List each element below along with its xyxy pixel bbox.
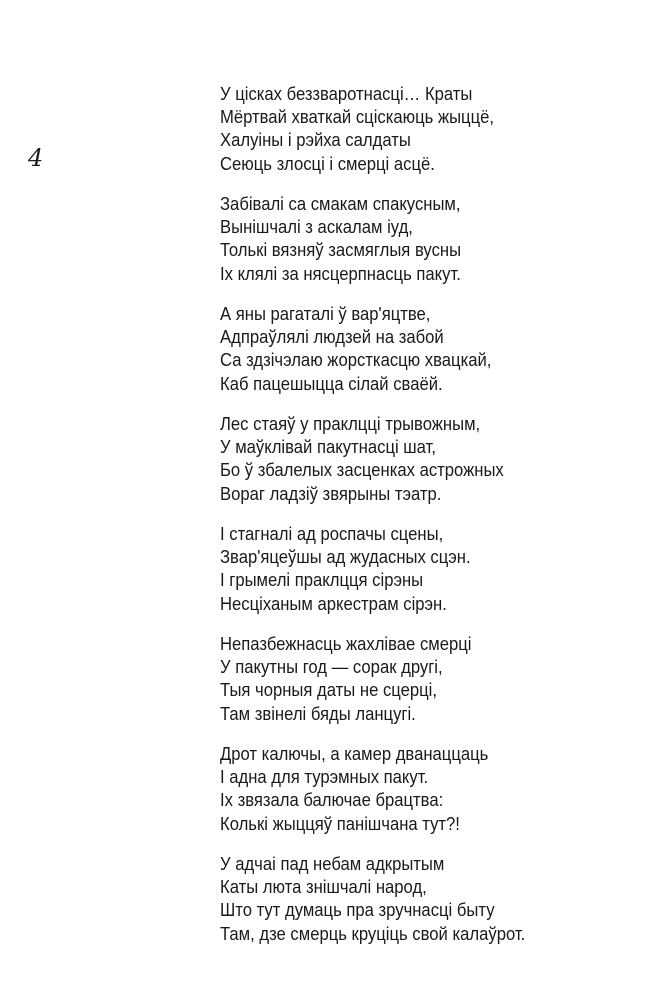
poem-line: Іх клялі за нясцерпнасць пакут. [220,262,461,284]
poem-line: І грымелі праклцця сірэны [220,569,424,591]
stanza [220,522,598,615]
poem-line: Што тут думаць пра зручнасці быту [220,899,495,921]
poem-line: У цісках беззваротнасці… Краты [220,83,473,104]
poem-line: Дрот калючы, а камер дванаццаць [220,743,489,764]
poem-line: У адчаі пад небам адкрытым [220,853,445,874]
poem-line: У маўклівай пакутнасці шат, [220,436,436,458]
poem-line: Мёртвай хваткай сціскаюць жыццё, [220,106,495,128]
stanza [220,742,598,835]
poem-line: Забівалі са смакам спакусным, [220,193,461,214]
stanza [220,82,598,175]
stanza [220,302,598,395]
stanza [220,192,598,285]
poem-line: Звар'яцеўшы ад жудасных сцэн. [220,546,471,568]
poem-line: Там, дзе смерць круціць свой калаўрот. [220,922,526,944]
poem-line: Каб пацешыцца сілай сваёй. [220,372,443,394]
poem-line: Толькі вязняў засмяглыя вусны [220,239,462,261]
poem-line: І адна для турэмных пакут. [220,766,429,788]
poem-line: Вораг ладзіў звярыны тэатр. [220,482,442,504]
poem-line: Халуіны і рэйха салдаты [220,129,411,151]
poem-line: І стагналі ад роспачы сцены, [220,523,444,544]
stanza [220,632,598,725]
poem-line: А яны рагаталі ў вар'яцтве, [220,303,431,324]
stanza [220,412,598,505]
poem-line: Там звінелі бяды ланцугі. [220,702,416,724]
poem-line: Адпраўлялі людзей на забой [220,326,444,348]
poem-line: Іх звязала балючае брацтва: [220,789,444,811]
poem-line: Са здзічэлаю жорсткасцю хвацкай, [220,349,492,371]
poem-line: Каты люта знішчалі народ, [220,876,427,898]
poem-line: Бо ў збалелых засценках астрожных [220,459,504,481]
poem-line: Тыя чорныя даты не сцерці, [220,679,438,701]
poem-line: Непазбежнасць жахлівае смерці [220,633,472,654]
poem-line: Несціханым аркестрам сірэн. [220,592,447,614]
poem-line: Лес стаяў у праклцці трывожным, [220,413,481,434]
poem-line: Колькі жыццяў панішчана тут?! [220,812,460,834]
stanza [220,852,598,945]
poem-line: Вынішчалі з аскалам іуд, [220,216,413,238]
poem [220,82,598,945]
poem-line: У пакутны год — сорак другі, [220,656,443,678]
page-number: 4 [28,144,44,172]
poem-line: Сеюць злосці і смерці асцё. [220,152,435,174]
